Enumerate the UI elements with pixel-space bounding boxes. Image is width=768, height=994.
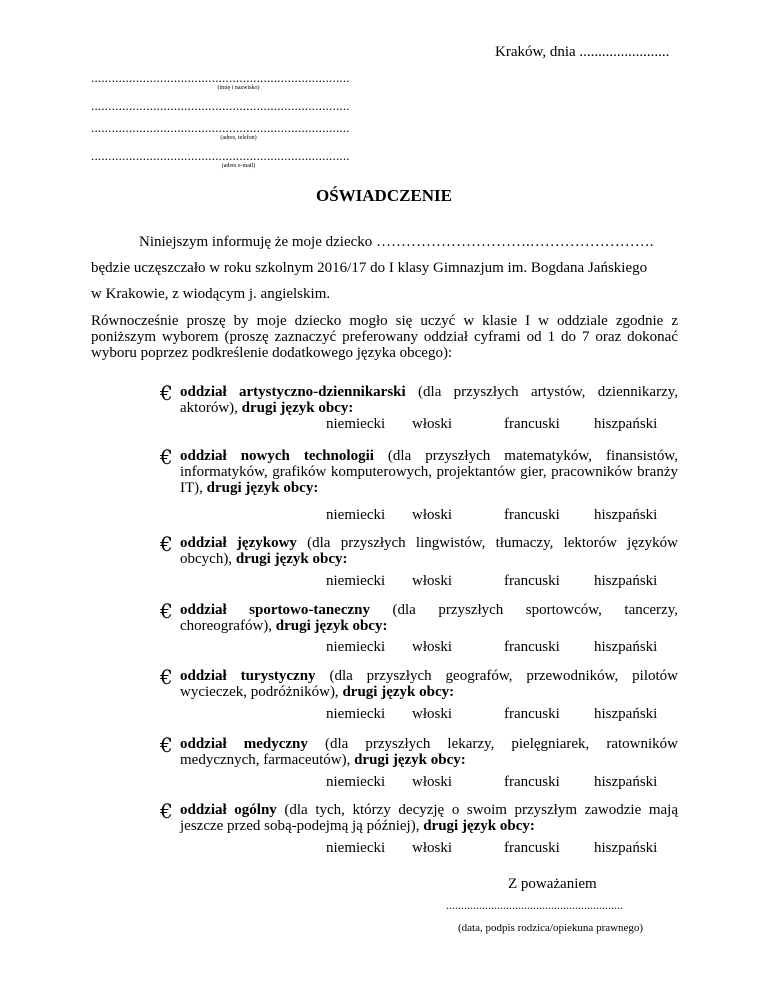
option-4-languages [0,639,768,655]
lang-francuski[interactable]: francuski [504,774,560,790]
lang-wloski[interactable]: włoski [412,774,453,790]
lang-wloski[interactable]: włoski [412,706,453,722]
lang-hiszpanski[interactable]: hiszpański [594,416,658,432]
euro-marker-icon: € [160,599,173,623]
lang-francuski[interactable]: francuski [504,706,560,722]
lang-niemiecki[interactable]: niemiecki [326,573,386,589]
lang-wloski[interactable]: włoski [412,840,453,856]
option-text [180,736,678,768]
signature-dots: ........................................................... [446,898,623,912]
option-text [180,535,678,567]
option-desc: (dla przyszłych lekarzy, pielęgniarek, ratowników medycznych, farmaceutów), [180,736,678,768]
option-name: oddział medyczny [180,736,308,752]
name-field-caption: (imię i nazwisko) [217,85,260,91]
lang-hiszpanski[interactable]: hiszpański [594,507,658,523]
option-lang-label: drugi język obcy: [206,480,319,496]
lang-francuski[interactable]: francuski [504,639,560,655]
option-1-languages [0,416,768,432]
lang-francuski[interactable]: francuski [504,416,560,432]
euro-marker-icon: € [160,665,173,689]
intro-line-3: w Krakowie, z wiodącym j. angielskim. [91,286,331,302]
name-field-dots: ........................................................................... [91,70,350,85]
option-text [180,384,678,416]
lang-francuski[interactable]: francuski [504,573,560,589]
intro-line-2: będzie uczęszczało w roku szkolnym 2016/17 do I klasy Gimnazjum im. Bogdana Jańskiego [91,260,648,276]
email-field-dots: ........................................................................... [91,148,350,163]
option-lang-label: drugi język obcy: [241,400,354,416]
lang-niemiecki[interactable]: niemiecki [326,774,386,790]
option-name: oddział ogólny [180,802,277,818]
lang-hiszpanski[interactable]: hiszpański [594,774,658,790]
lang-niemiecki[interactable]: niemiecki [326,416,386,432]
euro-marker-icon: € [160,381,173,405]
lang-wloski[interactable]: włoski [412,507,453,523]
document-title: OŚWIADCZENIE [315,186,453,205]
option-2-languages [0,507,768,523]
option-7-languages [0,840,768,856]
lang-francuski[interactable]: francuski [504,840,560,856]
option-6-languages [0,774,768,790]
closing-text: Z poważaniem [508,876,597,892]
lang-hiszpanski[interactable]: hiszpański [594,639,658,655]
lang-wloski[interactable]: włoski [412,639,453,655]
lang-niemiecki[interactable]: niemiecki [326,507,386,523]
euro-marker-icon: € [160,733,173,757]
date-line: Kraków, dnia ........................ [495,44,670,60]
euro-marker-icon: € [160,799,173,823]
lang-hiszpanski[interactable]: hiszpański [594,706,658,722]
address-field-caption: (adres, telefon) [220,135,257,141]
option-3-languages [0,573,768,589]
option-desc: (dla przyszłych geografów, przewodników, pilotów wycieczek, podróżników), [180,668,678,700]
address-field-dots-1: ........................................................................... [91,98,350,113]
option-name: oddział językowy [180,535,297,551]
option-desc: (dla przyszłych artystów, dziennikarzy, aktorów), [180,384,679,416]
address-field-dots-2: ........................................................................... [91,120,350,135]
request-paragraph: Równocześnie proszę by moje dziecko mogło się uczyć w klasie I w oddziale zgodnie z poniższym wyborem (proszę zaznaczyć preferowany oddział cyframi od 1 do 7 oraz dokonać wyboru poprzez podkreślenie dodatkowego języka obcego): [91,313,678,361]
option-text [180,802,678,834]
option-lang-label: drugi język obcy: [423,818,535,834]
option-5-languages [0,706,768,722]
option-lang-label: drugi język obcy: [342,684,455,700]
lang-hiszpanski[interactable]: hiszpański [594,573,658,589]
option-desc: (dla tych, którzy decyzję o swoim przyszłym zawodzie mają jeszcze przed sobą-podejmą ją później), [180,802,678,834]
option-name: oddział sportowo-taneczny [180,602,370,618]
lang-wloski[interactable]: włoski [412,573,453,589]
option-name: oddział turystyczny [180,668,316,684]
lang-hiszpanski[interactable]: hiszpański [594,840,658,856]
lang-niemiecki[interactable]: niemiecki [326,840,386,856]
lang-niemiecki[interactable]: niemiecki [326,639,386,655]
option-lang-label: drugi język obcy: [354,752,466,768]
intro-line-1: Niniejszym informuję że moje dziecko ………………………….……………………. [139,234,654,250]
option-text [180,668,678,700]
option-lang-label: drugi język obcy: [275,618,388,634]
option-lang-label: drugi język obcy: [235,551,348,567]
euro-marker-icon: € [160,445,173,469]
option-desc: (dla przyszłych lingwistów, tłumaczy, lektorów języków obcych), [180,535,678,567]
option-desc: (dla przyszłych sportowców, tancerzy, choreografów), [180,602,678,634]
lang-francuski[interactable]: francuski [504,507,560,523]
option-text [180,448,678,496]
option-name: oddział nowych technologii [180,448,374,464]
euro-marker-icon: € [160,532,173,556]
email-field-caption: (adres e-mail) [221,163,256,169]
option-name: oddział artystyczno-dziennikarski [180,384,406,400]
lang-wloski[interactable]: włoski [412,416,453,432]
option-text [180,602,678,634]
option-desc: (dla przyszłych matematyków, finansistów, informatyków, grafików komputerowych, projektantów gier, pracowników branży IT), [180,448,678,496]
signature-caption: (data, podpis rodzica/opiekuna prawnego) [458,922,644,934]
lang-niemiecki[interactable]: niemiecki [326,706,386,722]
